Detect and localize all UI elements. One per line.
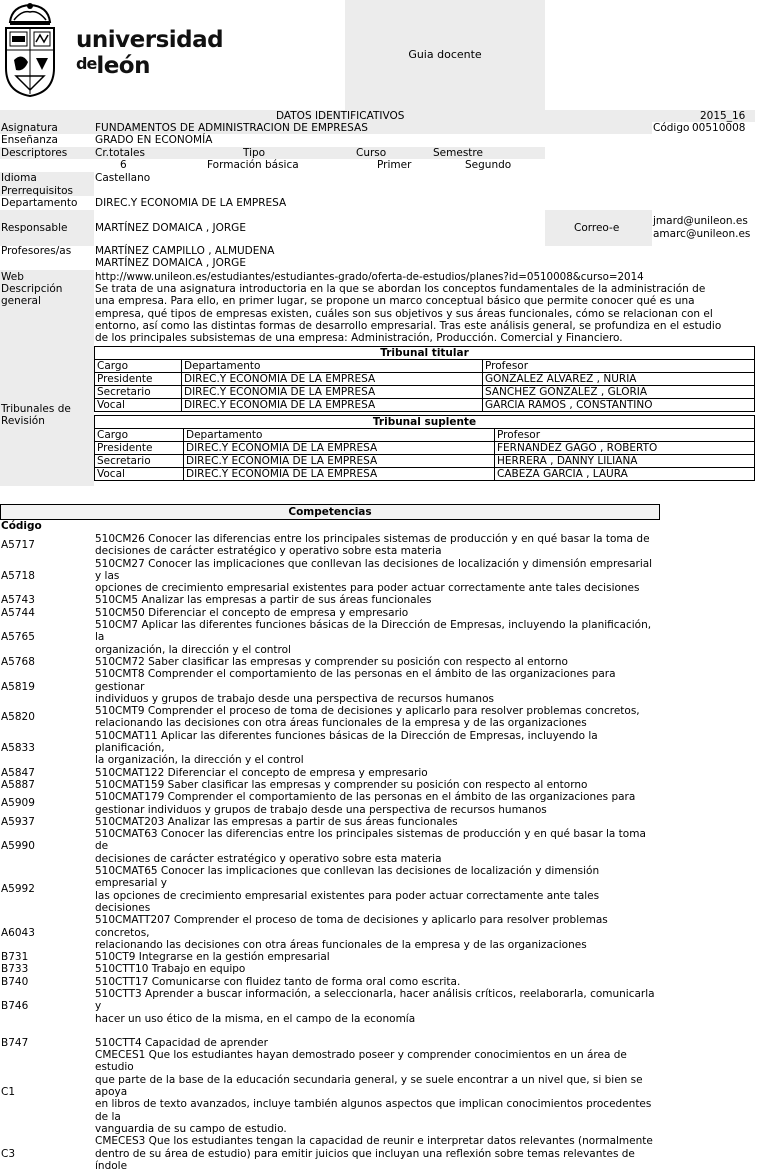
- ensenanza-value: GRADO EN ECONOMÍA: [95, 134, 213, 146]
- correo-2[interactable]: amarc@unileon.es: [653, 228, 751, 240]
- competencia-line: 510CMAT179 Comprender el comportamiento de las personas en el ámbito de las organizaciones para: [95, 791, 636, 804]
- depto-value: DIREC.Y ECONOMIA DE LA EMPRESA: [95, 197, 287, 209]
- depto-cell: DIREC.Y ECONOMIA DE LA EMPRESA: [184, 468, 495, 481]
- description-text: [95, 283, 757, 344]
- competencia-code: A5992: [1, 883, 35, 896]
- competencia-line: en libros de texto avanzados, incluye también algunos aspectos que implican conocimientos procedentes de la: [95, 1098, 652, 1123]
- list-item: [0, 533, 660, 558]
- competencia-description: [95, 730, 660, 767]
- cargo-cell: Presidente: [95, 373, 182, 386]
- cargo-cell: Vocal: [95, 468, 184, 481]
- competencia-line: 510CMAT203 Analizar las empresas a partir de sus áreas funcionales: [95, 815, 458, 828]
- list-item: [0, 779, 660, 791]
- competencias-list: [0, 533, 660, 1172]
- idioma-value: Castellano: [95, 172, 151, 184]
- col-header: Departamento: [182, 360, 483, 373]
- list-item: [0, 767, 660, 779]
- desc-line: de los principales subsistemas de una empresa: Administración, Producción. Comercial y Financiero.: [95, 332, 623, 345]
- ident-year: 2015_16: [700, 110, 746, 122]
- competencia-code: A5847: [1, 766, 35, 779]
- correo-label: Correo-e: [574, 222, 620, 234]
- depto-cell: DIREC.Y ECONOMIA DE LA EMPRESA: [182, 373, 483, 386]
- competencia-code: A5718: [1, 569, 35, 582]
- resp-label: Responsable: [1, 222, 68, 234]
- competencia-line: 510CMT9 Comprender el proceso de toma de decisiones y aplicarlo para resolver problemas concretos,: [95, 705, 640, 718]
- list-item: [0, 988, 660, 1025]
- document-title: Guia docente: [345, 0, 545, 110]
- logo-line-2-b: león: [96, 53, 150, 79]
- competencia-description: [95, 791, 660, 816]
- desc-label-1: Descripción: [1, 283, 63, 295]
- competencia-description: [95, 988, 660, 1025]
- competencia-description: [95, 619, 660, 656]
- competencia-code: C1: [1, 1086, 16, 1099]
- competencia-line: 510CTT10 Trabajo en equipo: [95, 963, 246, 976]
- competencia-line: 510CMATT207 Comprender el proceso de toma de decisiones y aplicarlo para resolver problemas concretos,: [95, 914, 608, 939]
- curso-label: Curso: [356, 147, 387, 159]
- competencia-description: [95, 594, 660, 606]
- competencia-description: [95, 1135, 660, 1172]
- cargo-cell: Secretario: [95, 386, 182, 399]
- competencia-code: A5909: [1, 797, 35, 810]
- profesor-cell: FERNANDEZ GAGO , ROBERTO: [495, 442, 755, 455]
- curso-value: Primer: [377, 159, 412, 171]
- prerreq-label: Prerrequisitos: [1, 185, 74, 197]
- web-label: Web: [1, 271, 24, 283]
- col-header: Departamento: [184, 429, 495, 442]
- desc-line: una empresa. Para ello, en primer lugar, se propone un marco conceptual básico que permite conocer qué es una: [95, 295, 695, 308]
- competencia-line: 510CM26 Conocer las diferencias entre los principales sistemas de producción y en qué basar la toma de: [95, 533, 650, 545]
- list-item: [0, 828, 660, 865]
- competencia-code: A5819: [1, 680, 35, 693]
- table-row: [95, 399, 755, 412]
- depto-cell: DIREC.Y ECONOMIA DE LA EMPRESA: [184, 455, 495, 468]
- competencia-code: C3: [1, 1147, 16, 1160]
- list-item: [0, 963, 660, 975]
- tipo-value: Formación básica: [207, 159, 299, 171]
- competencia-line: CMECES1 Que los estudiantes hayan demostrado poseer y comprender conocimientos en un área de estudio: [95, 1049, 627, 1074]
- competencia-description: [95, 668, 660, 705]
- competencia-line: decisiones de carácter estratégico y operativo sobre esta materia: [95, 545, 442, 558]
- logo-line-2: [76, 52, 223, 78]
- list-item: [0, 914, 660, 951]
- competencia-code: A5717: [1, 539, 35, 552]
- tribunal-titular-table: [94, 346, 755, 412]
- profesor-cell: HERRERA , DANNY LILIANA: [495, 455, 755, 468]
- web-link[interactable]: http://www.unileon.es/estudiantes/estudiantes-grado/oferta-de-estudios/planes?id=0510008&curso=2014: [95, 271, 644, 283]
- competencia-description: [95, 816, 660, 828]
- competencia-line: vanguardia de su campo de estudio.: [95, 1122, 287, 1135]
- competencia-line: gestionar individuos y grupos de trabajo desde una perspectiva de recursos humanos: [95, 803, 547, 816]
- competencia-line: organización, la dirección y el control: [95, 643, 291, 656]
- list-item: [0, 607, 660, 619]
- list-item: [0, 730, 660, 767]
- list-item: [0, 816, 660, 828]
- desc-line: empresa, qué tipos de empresas existen, cuáles son sus objetivos y sus áreas funcionales, cómo se relacionan con el: [95, 307, 713, 320]
- profesor-cell: GARCIA RAMOS , CONSTANTINO: [483, 399, 755, 412]
- competencia-description: [95, 705, 660, 730]
- competencia-description: [95, 951, 660, 963]
- competencia-line: 510CMAT122 Diferenciar el concepto de empresa y empresario: [95, 766, 428, 779]
- competencia-code: B733: [1, 963, 29, 976]
- asignatura-value: FUNDAMENTOS DE ADMINISTRACION DE EMPRESAS: [95, 122, 368, 134]
- codigo-header: Código: [1, 520, 42, 532]
- competencia-description: [95, 533, 660, 558]
- competencias-title: Competencias: [0, 504, 660, 520]
- list-item: [0, 668, 660, 705]
- logo-line-1: universidad: [76, 27, 224, 53]
- competencias-section: [0, 504, 660, 1172]
- competencia-code: A5820: [1, 711, 35, 724]
- competencia-code: A5743: [1, 594, 35, 607]
- col-header: Cargo: [95, 429, 184, 442]
- competencia-line: las opciones de crecimiento empresarial existentes para poder actuar correctamente ante tales decisiones: [95, 889, 600, 914]
- competencia-description: [95, 963, 660, 975]
- competencia-line: 510CMT8 Comprender el comportamiento de las personas en el ámbito de las organizaciones para gestionar: [95, 668, 616, 693]
- competencia-code: B731: [1, 951, 29, 964]
- col-header: Cargo: [95, 360, 182, 373]
- semestre-value: Segundo: [465, 159, 512, 171]
- competencia-line: decisiones de carácter estratégico y operativo sobre esta materia: [95, 852, 442, 865]
- competencia-code: A5887: [1, 778, 35, 791]
- depto-cell: DIREC.Y ECONOMIA DE LA EMPRESA: [182, 399, 483, 412]
- list-item: [0, 791, 660, 816]
- cargo-cell: Vocal: [95, 399, 182, 412]
- competencia-description: [95, 865, 660, 914]
- competencia-code: A6043: [1, 926, 35, 939]
- competencia-line: 510CMAT11 Aplicar las diferentes funciones básicas de la Dirección de Empresas, incluyendo la planificación,: [95, 729, 598, 755]
- competencia-description: [95, 914, 660, 951]
- competencia-line: 510CM50 Diferenciar el concepto de empresa y empresario: [95, 606, 409, 619]
- competencia-line: opciones de crecimiento empresarial existentes para poder actuar correctamente ante tales decisiones: [95, 582, 640, 595]
- cr-value: 6: [120, 159, 127, 171]
- competencia-line: relacionando las decisiones con otra áreas funcionales de la empresa y de las organizaciones: [95, 938, 587, 951]
- competencia-description: [95, 1037, 660, 1049]
- depto-label: Departamento: [1, 197, 78, 209]
- table-row: [95, 373, 755, 386]
- competencia-line: 510CMAT63 Conocer las diferencias entre los principales sistemas de producción y en qué basar la toma de: [95, 828, 646, 853]
- asignatura-label: Asignatura: [1, 122, 58, 134]
- ident-title: DATOS IDENTIFICATIVOS: [276, 110, 405, 122]
- competencia-line: 510CT9 Integrarse en la gestión empresarial: [95, 951, 330, 964]
- list-item: [0, 558, 660, 595]
- list-item: [0, 1037, 660, 1049]
- table-row: [95, 442, 755, 455]
- col-header: Profesor: [495, 429, 755, 442]
- list-item: [0, 594, 660, 606]
- list-item: [0, 865, 660, 914]
- cargo-cell: Secretario: [95, 455, 184, 468]
- trib-label-2: Revisión: [1, 415, 45, 427]
- competencia-line: 510CTT17 Comunicarse con fluidez tanto de forma oral como escrita.: [95, 975, 461, 988]
- codigo-value: 00510008: [692, 122, 746, 134]
- profesor-cell: SANCHEZ GONZALEZ , GLORIA: [483, 386, 755, 399]
- resp-value: MARTÍNEZ DOMAICA , JORGE: [95, 222, 246, 234]
- competencia-line: 510CMAT65 Conocer las implicaciones que conllevan las decisiones de localización y dimensión empresarial y: [95, 865, 600, 890]
- list-item: [0, 976, 660, 988]
- competencia-description: [95, 558, 660, 595]
- list-item: [0, 1135, 660, 1172]
- depto-cell: DIREC.Y ECONOMIA DE LA EMPRESA: [182, 386, 483, 399]
- competencia-code: A5768: [1, 655, 35, 668]
- competencia-description: [95, 976, 660, 988]
- competencia-line: 510CM27 Conocer las implicaciones que conllevan las decisiones de localización y dimensión empresarial y las: [95, 557, 653, 582]
- semestre-label: Semestre: [433, 147, 483, 159]
- descriptores-label: Descriptores: [1, 147, 68, 159]
- competencia-code: A5765: [1, 631, 35, 644]
- codigo-label: Código: [653, 122, 690, 134]
- competencia-code: A5990: [1, 840, 35, 853]
- trib-label-1: Tribunales de: [1, 403, 71, 415]
- competencia-line: individuos y grupos de trabajo desde una perspectiva de recursos humanos: [95, 692, 494, 705]
- list-item: [0, 705, 660, 730]
- competencia-description: [95, 779, 660, 791]
- competencia-description: [95, 607, 660, 619]
- prof-label: Profesores/as: [1, 245, 72, 257]
- logo-line-2-a: de: [76, 54, 97, 73]
- competencia-line: 510CM72 Saber clasificar las empresas y comprender su posición con respecto al entorno: [95, 655, 568, 668]
- tipo-label: Tipo: [243, 147, 266, 159]
- table-row: [95, 468, 755, 481]
- competencia-description: [95, 656, 660, 668]
- competencia-description: [95, 828, 660, 865]
- competencia-line: 510CTT4 Capacidad de aprender: [95, 1036, 268, 1049]
- competencia-code: A5937: [1, 815, 35, 828]
- competencia-line: 510CMAT159 Saber clasificar las empresas y comprender su posición con respecto al entorno: [95, 778, 588, 791]
- competencia-code: A5744: [1, 606, 35, 619]
- competencia-line: hacer un uso ético de la misma, en el campo de la economía: [95, 1012, 416, 1025]
- competencia-line: CMECES3 Que los estudiantes tengan la capacidad de reunir e interpretar datos relevantes (normalmente: [95, 1135, 653, 1148]
- competencia-line: dentro de su área de estudio) para emitir juicios que incluyan una reflexión sobre temas relevantes de índole: [95, 1147, 635, 1172]
- competencia-line: relacionando las decisiones con otra áreas funcionales de la empresa y de las organizaciones: [95, 717, 587, 730]
- profesor-cell: CABEZA GARCIA , LAURA: [495, 468, 755, 481]
- cargo-cell: Presidente: [95, 442, 184, 455]
- tribunal-suplente-table: [94, 415, 755, 481]
- competencia-line: la organización, la dirección y el control: [95, 754, 304, 767]
- university-logo-text: [76, 28, 223, 78]
- tribunal-titular-title: Tribunal titular: [95, 347, 755, 360]
- competencia-line: 510CM5 Analizar las empresas a partir de sus áreas funcionales: [95, 594, 432, 607]
- desc-label-2: general: [1, 295, 41, 307]
- competencia-code: B740: [1, 975, 29, 988]
- prof-1: MARTÍNEZ CAMPILLO , ALMUDENA: [95, 245, 275, 257]
- correo-1[interactable]: jmard@unileon.es: [653, 215, 748, 227]
- competencia-code: A5833: [1, 742, 35, 755]
- desc-line: Se trata de una asignatura introductoria en la que se abordan los conceptos fundamentales de la administración de: [95, 283, 706, 295]
- ensenanza-label: Enseñanza: [1, 134, 58, 146]
- list-item: [0, 1049, 660, 1135]
- competencia-description: [95, 767, 660, 779]
- idioma-label: Idioma: [1, 172, 37, 184]
- competencia-line: 510CM7 Aplicar las diferentes funciones básicas de la Dirección de Empresas, incluyendo la planificación, la: [95, 619, 652, 644]
- university-shield-logo: [2, 2, 58, 98]
- prof-2: MARTÍNEZ DOMAICA , JORGE: [95, 257, 246, 269]
- table-row: [95, 455, 755, 468]
- list-item: [0, 656, 660, 668]
- col-header: Profesor: [483, 360, 755, 373]
- tribunal-suplente-title: Tribunal suplente: [95, 416, 755, 429]
- competencia-line: que parte de la base de la educación secundaria general, y se suele encontrar a un nivel que, si bien se apoya: [95, 1073, 643, 1099]
- desc-line: entorno, así como las distintas formas de desarrollo empresarial. Tras este análisis general, se profundiza en el estudio: [95, 319, 722, 332]
- competencia-line: 510CTT3 Aprender a buscar información, a seleccionarla, hacer análisis críticos, reelaborarla, comunicarla y: [95, 987, 655, 1013]
- competencia-description: [95, 1049, 660, 1135]
- cr-label: Cr.totales: [95, 147, 145, 159]
- competencia-code: B747: [1, 1036, 29, 1049]
- competencia-code: B746: [1, 1000, 29, 1013]
- table-row: [95, 386, 755, 399]
- depto-cell: DIREC.Y ECONOMIA DE LA EMPRESA: [184, 442, 495, 455]
- list-item: [0, 951, 660, 963]
- list-item: [0, 619, 660, 656]
- profesor-cell: GONZALEZ ALVAREZ , NURIA: [483, 373, 755, 386]
